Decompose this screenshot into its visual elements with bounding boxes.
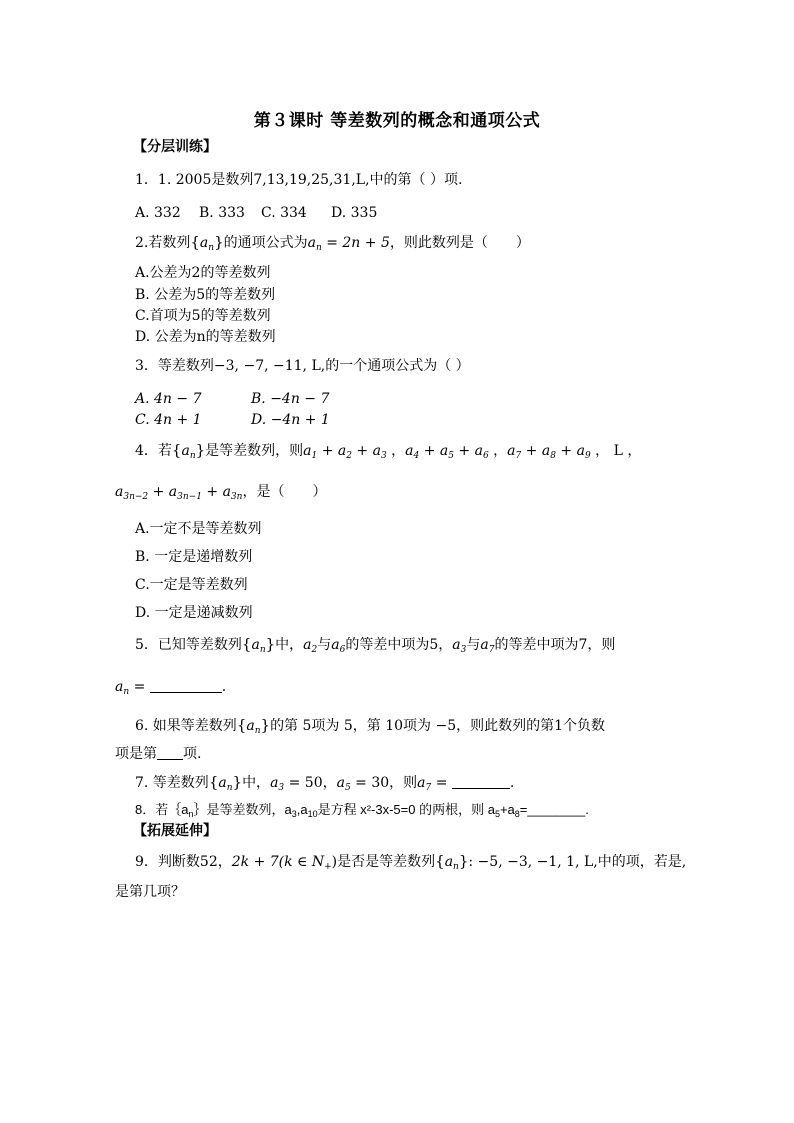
question-9: 9．判断数52，2k + 7(k ∈ $N_+$)是否是等差数列$\{a_n\}$: −5, −3, −1, 1, L,中的项，若是, — [135, 852, 687, 872]
q5-text1: 中， — [275, 637, 304, 653]
question-4 — [135, 441, 641, 460]
q5-prefix: 5．已知等差数列 — [135, 637, 242, 653]
q1-sequence: 7,13,19,25,31,L — [253, 172, 366, 188]
q1-option-a: A. 332 — [135, 205, 181, 221]
q1-option-d: D. 335 — [331, 205, 378, 221]
question-8: 8．若$\{a_n\}$是等差数列，$a_3,a_{10}$是方程 x²-3x-5=0 的两根，则 $a_5+a_8=\_\_\_\_\_\_\_\_$. — [135, 802, 589, 819]
page-title: 第３课时 等差数列的概念和通项公式 — [253, 111, 541, 131]
q4-tail: ，是（ ） — [242, 484, 327, 500]
q2-sequence-symbol: $\{a_n\}$ — [190, 233, 224, 253]
q5-answer-line: $a_n$ = . — [115, 679, 227, 697]
q6-line2: 项是第 项. — [115, 746, 202, 762]
q4-option-a: A.一定不是等差数列 — [135, 521, 262, 537]
q3-suffix: ,的一个通项公式为（ ） — [320, 358, 470, 374]
q3-option-c: C. 4n + 1 — [135, 412, 202, 428]
q4-option-c: C.一定是等差数列 — [135, 577, 248, 593]
q4-line2 — [115, 483, 326, 501]
q4-prefix: 4．若 — [135, 443, 172, 459]
q7-prefix: 7. 等差数列 — [135, 775, 209, 791]
q5-answer-blank — [150, 678, 222, 693]
q3-option-b: B. −4n − 7 — [251, 391, 330, 407]
q5-text3: 的等差中项为5， — [345, 637, 453, 653]
q2-option-a: A.公差为2的等差数列 — [135, 265, 271, 281]
question-3 — [135, 357, 470, 375]
q1-options — [135, 204, 377, 222]
section-training: 【分层训练】 — [133, 139, 217, 155]
q4-mid: 是等差数列，则 — [205, 443, 304, 459]
q4-option-d: D. 一定是递减数列 — [135, 605, 253, 621]
q1-option-b: B. 333 — [199, 205, 245, 221]
question-1 — [135, 171, 462, 189]
question-7: 7. 等差数列$\{a_n\}$中，$a_3 = 50$，$a_5 = 30$，则$a_7$ = . — [135, 773, 515, 793]
q2-mid: 的通项公式为 — [223, 235, 308, 251]
q2-suffix: ，则此数列是（ ） — [389, 235, 530, 251]
q2-formula: $a_n = 2n + 5$ — [307, 235, 390, 253]
section-extension: 【拓展延伸】 — [133, 823, 217, 839]
q9-prefix: 9．判断数52， — [135, 854, 232, 870]
q2-option-b: B. 公差为5的等差数列 — [135, 287, 276, 303]
q3-prefix: 3．等差数列 — [135, 358, 214, 374]
q5-sequence-symbol: $\{a_n\}$ — [241, 635, 276, 655]
q1-prefix: 1. 2005是数列 — [157, 172, 254, 188]
q5-text4: 的等差中项为7，则 — [494, 637, 616, 653]
q6-answer-blank — [157, 745, 183, 760]
question-2 — [135, 233, 530, 252]
q3-option-a: A. 4n − 7 — [135, 391, 202, 407]
q7-answer-blank — [452, 774, 510, 789]
question-5: 5．已知等差数列$\{a_n\}$中，$a_2$与$a_6$的等差中项为5，$a_3$与$a_7$的等差中项为7，则 — [135, 635, 616, 655]
question-6 — [135, 716, 605, 735]
q6-text1: 的第 5项为 5，第 10项为 −5，则此数列的第1个负数 — [270, 718, 606, 734]
q9-line2: 是第几项？ — [115, 884, 185, 900]
q1-option-c: C. 334 — [261, 205, 307, 221]
q4-option-b: B. 一定是递增数列 — [135, 549, 253, 565]
q6-prefix: 6. 如果等差数列 — [135, 718, 237, 734]
q3-option-d: D. −4n + 1 — [251, 412, 330, 428]
q4-general-sum: $a_{3n-2} + a_{3n-1} + a_{3n}$ — [115, 484, 243, 502]
q1-number: 1． — [135, 172, 158, 188]
q4-sums: $a_1 + a_2 + a_3$ ，$a_4 + a_5 + a_6$ ，$a_7 + a_8 + a_9$ ， L ， — [303, 443, 642, 461]
q3-options-row1 — [135, 390, 329, 408]
q2-option-d: D. 公差为n的等差数列 — [135, 329, 276, 345]
q2-prefix: 2.若数列 — [135, 235, 191, 251]
q6-sequence-symbol: $\{a_n\}$ — [236, 716, 271, 736]
q4-sequence-symbol: $\{a_n\}$ — [171, 441, 206, 461]
q3-sequence: −3, −7, −11, L — [213, 358, 321, 374]
q1-suffix: ,中的第（ ）项. — [365, 172, 463, 188]
q2-option-c: C.首项为5的等差数列 — [135, 308, 271, 324]
q3-options-row2 — [135, 411, 330, 429]
